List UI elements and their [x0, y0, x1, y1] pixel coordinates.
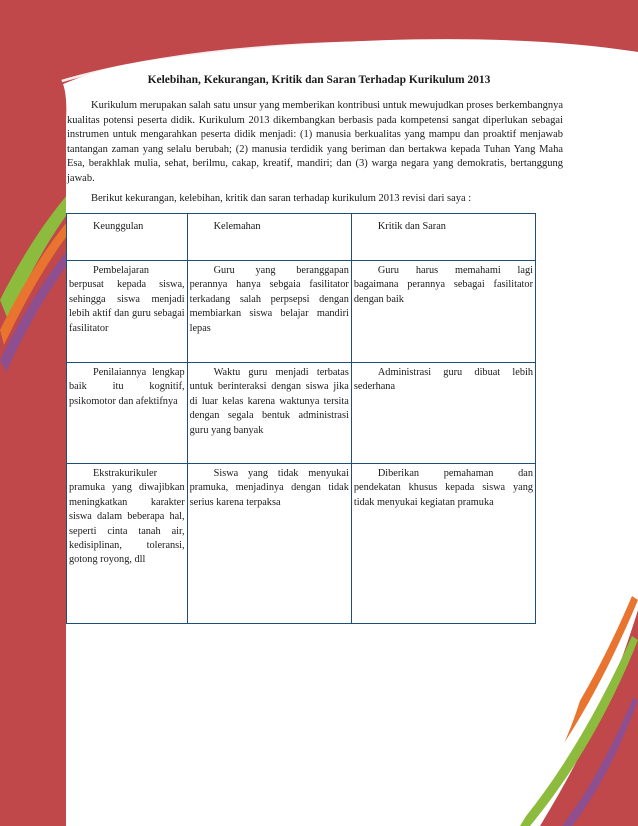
- intro-paragraph-text: Kurikulum merupakan salah satu unsur yang memberikan kontribusi untuk mewujudkan proses berkembangnya kualitas potensi peserta didik. Kurikulum 2013 dikembangkan berbasis pada kompetensi sangat diperlukan sebagai instrumen untuk mengarahkan peserta didik menjadi: (1) manusia berkualitas yang mampu dan proaktif menjawab tantangan zaman yang selalu berubah; (2) manusia terdidik yang beriman dan bertakwa kepada Tuhan Yang Maha Esa, berakhlak mulia, sehat, berilmu, cakap, kreatif, mandiri; dan (3) warga negara yang demokratis, bertanggung jawab.: [67, 100, 563, 184]
- table-header-row: [67, 214, 536, 261]
- cell-kritik-saran: Guru harus memahami lagi bagaimana perannya sebagai fasilitator dengan baik: [351, 261, 535, 363]
- lead-paragraph-text: Berikut kekurangan, kelebihan, kritik dan saran terhadap kurikulum 2013 revisi dari saya :: [91, 193, 472, 204]
- cell-kritik-saran: Diberikan pemahaman dan pendekatan khusus kepada siswa yang tidak menyukai kegiatan pramuka: [351, 464, 535, 624]
- header-kritik-saran: Kritik dan Saran: [351, 214, 535, 261]
- cell-kritik-saran: Administrasi guru dibuat lebih sederhana: [351, 363, 535, 464]
- document-title: Kelebihan, Kekurangan, Kritik dan Saran Terhadap Kurikulum 2013: [147, 74, 491, 86]
- table-row: [67, 261, 536, 363]
- cell-kelemahan: Siswa yang tidak menyukai pramuka, menjadinya dengan tidak serius karena terpaksa: [187, 464, 351, 624]
- table-row: [67, 363, 536, 464]
- cell-keunggulan: Ekstrakurikuler pramuka yang diwajibkan meningkatkan karakter siswa dalam beberapa hal, seperti cinta tanah air, kedisiplinan, toleransi, gotong royong, dll: [67, 464, 188, 624]
- cell-kelemahan: Waktu guru menjadi terbatas untuk berinteraksi dengan siswa jika di luar kelas karena waktunya tersita dengan segala bentuk administrasi guru yang banyak: [187, 363, 351, 464]
- table-row: [67, 464, 536, 624]
- header-keunggulan: Keunggulan: [67, 214, 188, 261]
- cell-kelemahan: Guru yang beranggapan perannya hanya sebgaia fasilitator terkadang salah perpsepsi dengan membiarkan siswa belajar mandiri lepas: [187, 261, 351, 363]
- cell-keunggulan: Pembelajaran berpusat kepada siswa, sehingga siswa menjadi lebih aktif dan guru sebagai fasilitator: [67, 261, 188, 363]
- curriculum-table: [66, 213, 536, 624]
- header-kelemahan: Kelemahan: [187, 214, 351, 261]
- intro-paragraph: [67, 99, 563, 187]
- lead-paragraph: [67, 192, 563, 207]
- cell-keunggulan: Penilaiannya lengkap baik itu kognitif, psikomotor dan afektifnya: [67, 363, 188, 464]
